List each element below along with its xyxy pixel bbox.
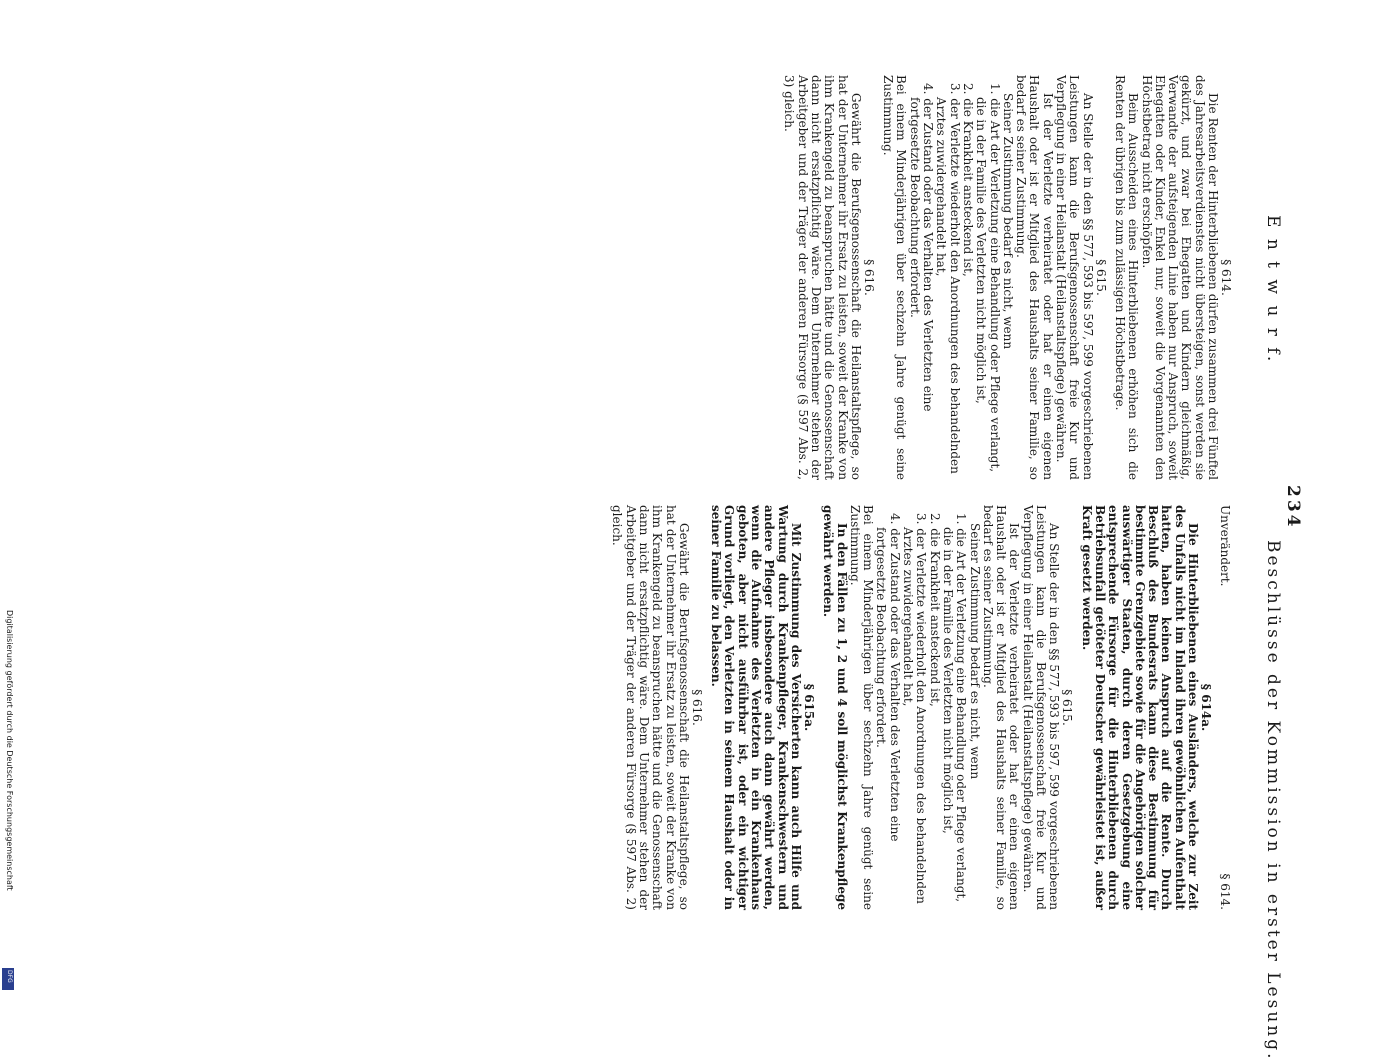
left-s615-paragraph-2: Ist der Verletzte verheiratet oder hat er einen eigenen Haushalt oder ist er Mitglied des Haushalts seiner Familie, so bedarf es seiner Zustimmung. bbox=[1014, 75, 1055, 480]
left-column-header: E n t w u r f. bbox=[1263, 215, 1283, 365]
right-s614a-heading: § 614a. bbox=[1199, 683, 1213, 732]
right-column-header: Beschlüsse der Kommission in erster Lesung. bbox=[1263, 540, 1283, 1062]
right-s614a-paragraph-1: Die Hinterbliebenen eines Ausländers, welche zur Zeit des Unfalls nicht im Inland ihren gewöhnlichen Aufenthalt hatten, haben keinen Anspruch auf die Rente. Durch Beschluß des Bundesrats kann diese Bestimmung für bestimmte Grenzgebiete sowie für die Angehörigen solcher auswärtiger Staaten, durch deren Gesetzgebung eine entsprechende Fürsorge für die Hinterbliebenen durch Betriebsunfall getöteter Deutscher gewährleistet ist, außer Kraft gesetzt werden. bbox=[1079, 505, 1200, 910]
digitization-credit: Digitalisierung gefördert durch die Deutsche Forschungsgemeinschaft bbox=[5, 610, 14, 891]
left-s615-heading: § 615. bbox=[1093, 259, 1108, 296]
left-s615-paragraph-1: An Stelle der in den §§ 577, 593 bis 597, 599 vorgeschriebenen Leistungen kann die Berufsgenossenschaft freie Kur und Verpflegung in einer Heilanstalt (Heilanstaltspflege) gewähren. bbox=[1054, 75, 1095, 480]
left-s615-item-4: 4. der Zustand oder das Verhalten des Verletzten eine fortgesetzte Beobachtung erfordert. bbox=[907, 83, 936, 412]
left-s616-heading: § 616. bbox=[861, 259, 876, 296]
page-number: 234 bbox=[1283, 485, 1303, 530]
left-s616-paragraph-1: Gewährt die Berufsgenossenschaft die Heilanstaltspflege, so hat der Unternehmer ihr Ersatz zu leisten, soweit der Kranke von ihm Krankengeld zu beanspruchen hätte und die Genossenschaft dann nicht ersatzpflichtig wäre. Dem Unternehmer stehen der Arbeitgeber und der Träger der anderen Fürsorge (§ 597 Abs. 2, 3) gleich. bbox=[782, 75, 863, 480]
dfg-logo-icon bbox=[2, 968, 14, 990]
right-s615-item-3: 3. der Verletzte wiederholt den Anordnungen des behandelnden Arztes zuwidergehandelt hat, bbox=[901, 513, 929, 904]
right-s615-paragraph-2: Ist der Verletzte verheiratet oder hat er einen eigenen Haushalt oder ist er Mitglied des Haushalts seiner Familie, so bedarf es seiner Zustimmung. bbox=[980, 505, 1022, 910]
right-s616-paragraph-1: Gewährt die Berufsgenossenschaft die Heilanstaltspflege, so hat der Unternehmer ihr Ersatz zu leisten, soweit der Kranke von ihm Krankengeld zu beanspruchen hätte und die Genossenschaft dann nicht ersatzpflichtig wäre. Dem Unternehmer stehen der Arbeitgeber und der Träger der anderen Fürsorge (§ 597 Abs. 2) gleich. bbox=[610, 505, 691, 910]
right-s615-item-4: 4. der Zustand oder das Verhalten des Verletzten eine fortgesetzte Beobachtung erfordert. bbox=[874, 513, 902, 842]
right-s616-heading: § 616. bbox=[689, 689, 704, 726]
right-s615-paragraph-5: In den Fällen zu 1, 2 und 4 soll möglichst Krankenpflege gewährt werden. bbox=[821, 505, 849, 910]
left-s615-item-2: 2. die Krankheit ansteckend ist, bbox=[960, 83, 975, 277]
right-s615a-heading: § 615a. bbox=[801, 683, 816, 732]
dfg-logo-text: DFG bbox=[6, 970, 13, 983]
right-s615-heading: § 615. bbox=[1060, 689, 1075, 726]
left-column-block-1 bbox=[732, 75, 1232, 480]
right-s615-item-2: 2. die Krankheit ansteckend ist, bbox=[927, 513, 942, 707]
right-s615-item-1: 1. die Art der Verletzung eine Behandlung oder Pflege verlangt, die in der Familie des Verletzten nicht möglich ist, bbox=[940, 513, 969, 903]
right-column-block bbox=[610, 505, 1232, 910]
left-s614-paragraph-1: Die Renten der Hinterbliebenen dürfen zusammen drei Fünftel des Jahresarbeitsverdienstes nicht übersteigen, sonst werden sie gekürzt, und zwar bei Ehegatten und Kindern gleichmäßig, Verwandte der aufsteigenden Linie haben nur Anspruch, soweit Ehegatten oder Kinder, Enkel nur, soweit die Vorgenannten den Höchstbetrag nicht erschöpfen. bbox=[1139, 75, 1220, 480]
left-s614-heading: § 614. bbox=[1219, 259, 1233, 296]
left-s615-paragraph-3: Seiner Zustimmung bedarf es nicht, wenn bbox=[1000, 93, 1015, 350]
left-s614-paragraph-2: Beim Ausscheiden eines Hinterbliebenen erhöhen sich die Renten der übrigen bis zum zulässigen Höchstbetrage. bbox=[1112, 75, 1141, 480]
right-s615-paragraph-4: Bei einem Minderjährigen über sechzehn Jahre genügt seine Zustimmung. bbox=[847, 505, 876, 910]
right-s614-unchanged: Unverändert. bbox=[1218, 505, 1232, 587]
right-s615-paragraph-1: An Stelle der in den §§ 577, 593 bis 597, 599 vorgeschriebenen Leistungen kann die Berufsgenossenschaft freie Kur und Verpflegung in einer Heilanstalt (Heilanstaltspflege) gewähren. bbox=[1020, 505, 1062, 910]
right-s614-heading: § 614. bbox=[1218, 873, 1232, 910]
left-s615-item-3: 3. der Verletzte wiederholt den Anordnungen des behandelnden Arztes zuwidergehandelt hat, bbox=[934, 83, 962, 474]
right-s615a-paragraph-1: Mit Zustimmung des Versicherten kann auch Hilfe und Wartung durch Krankenpfleger, Krankenschwestern und andere Pfleger insbesondere auch dann gewährt werden, wenn die Aufnahme des Verletzten in ein Krankenhaus geboten, aber nicht ausführbar ist, oder ein wichtiger Grund vorliegt, den Verletzten in seinem Haushalt oder in seiner Familie zu belassen. bbox=[709, 505, 803, 910]
left-s615-paragraph-4: Bei einem Minderjährigen über sechzehn Jahre genügt seine Zustimmung. bbox=[881, 75, 909, 480]
right-s615-paragraph-3: Seiner Zustimmung bedarf es nicht, wenn bbox=[967, 523, 982, 780]
left-s615-item-1: 1. die Art der Verletzung eine Behandlung oder Pflege verlangt, die in der Familie des Verletzten nicht möglich ist, bbox=[974, 83, 1002, 473]
